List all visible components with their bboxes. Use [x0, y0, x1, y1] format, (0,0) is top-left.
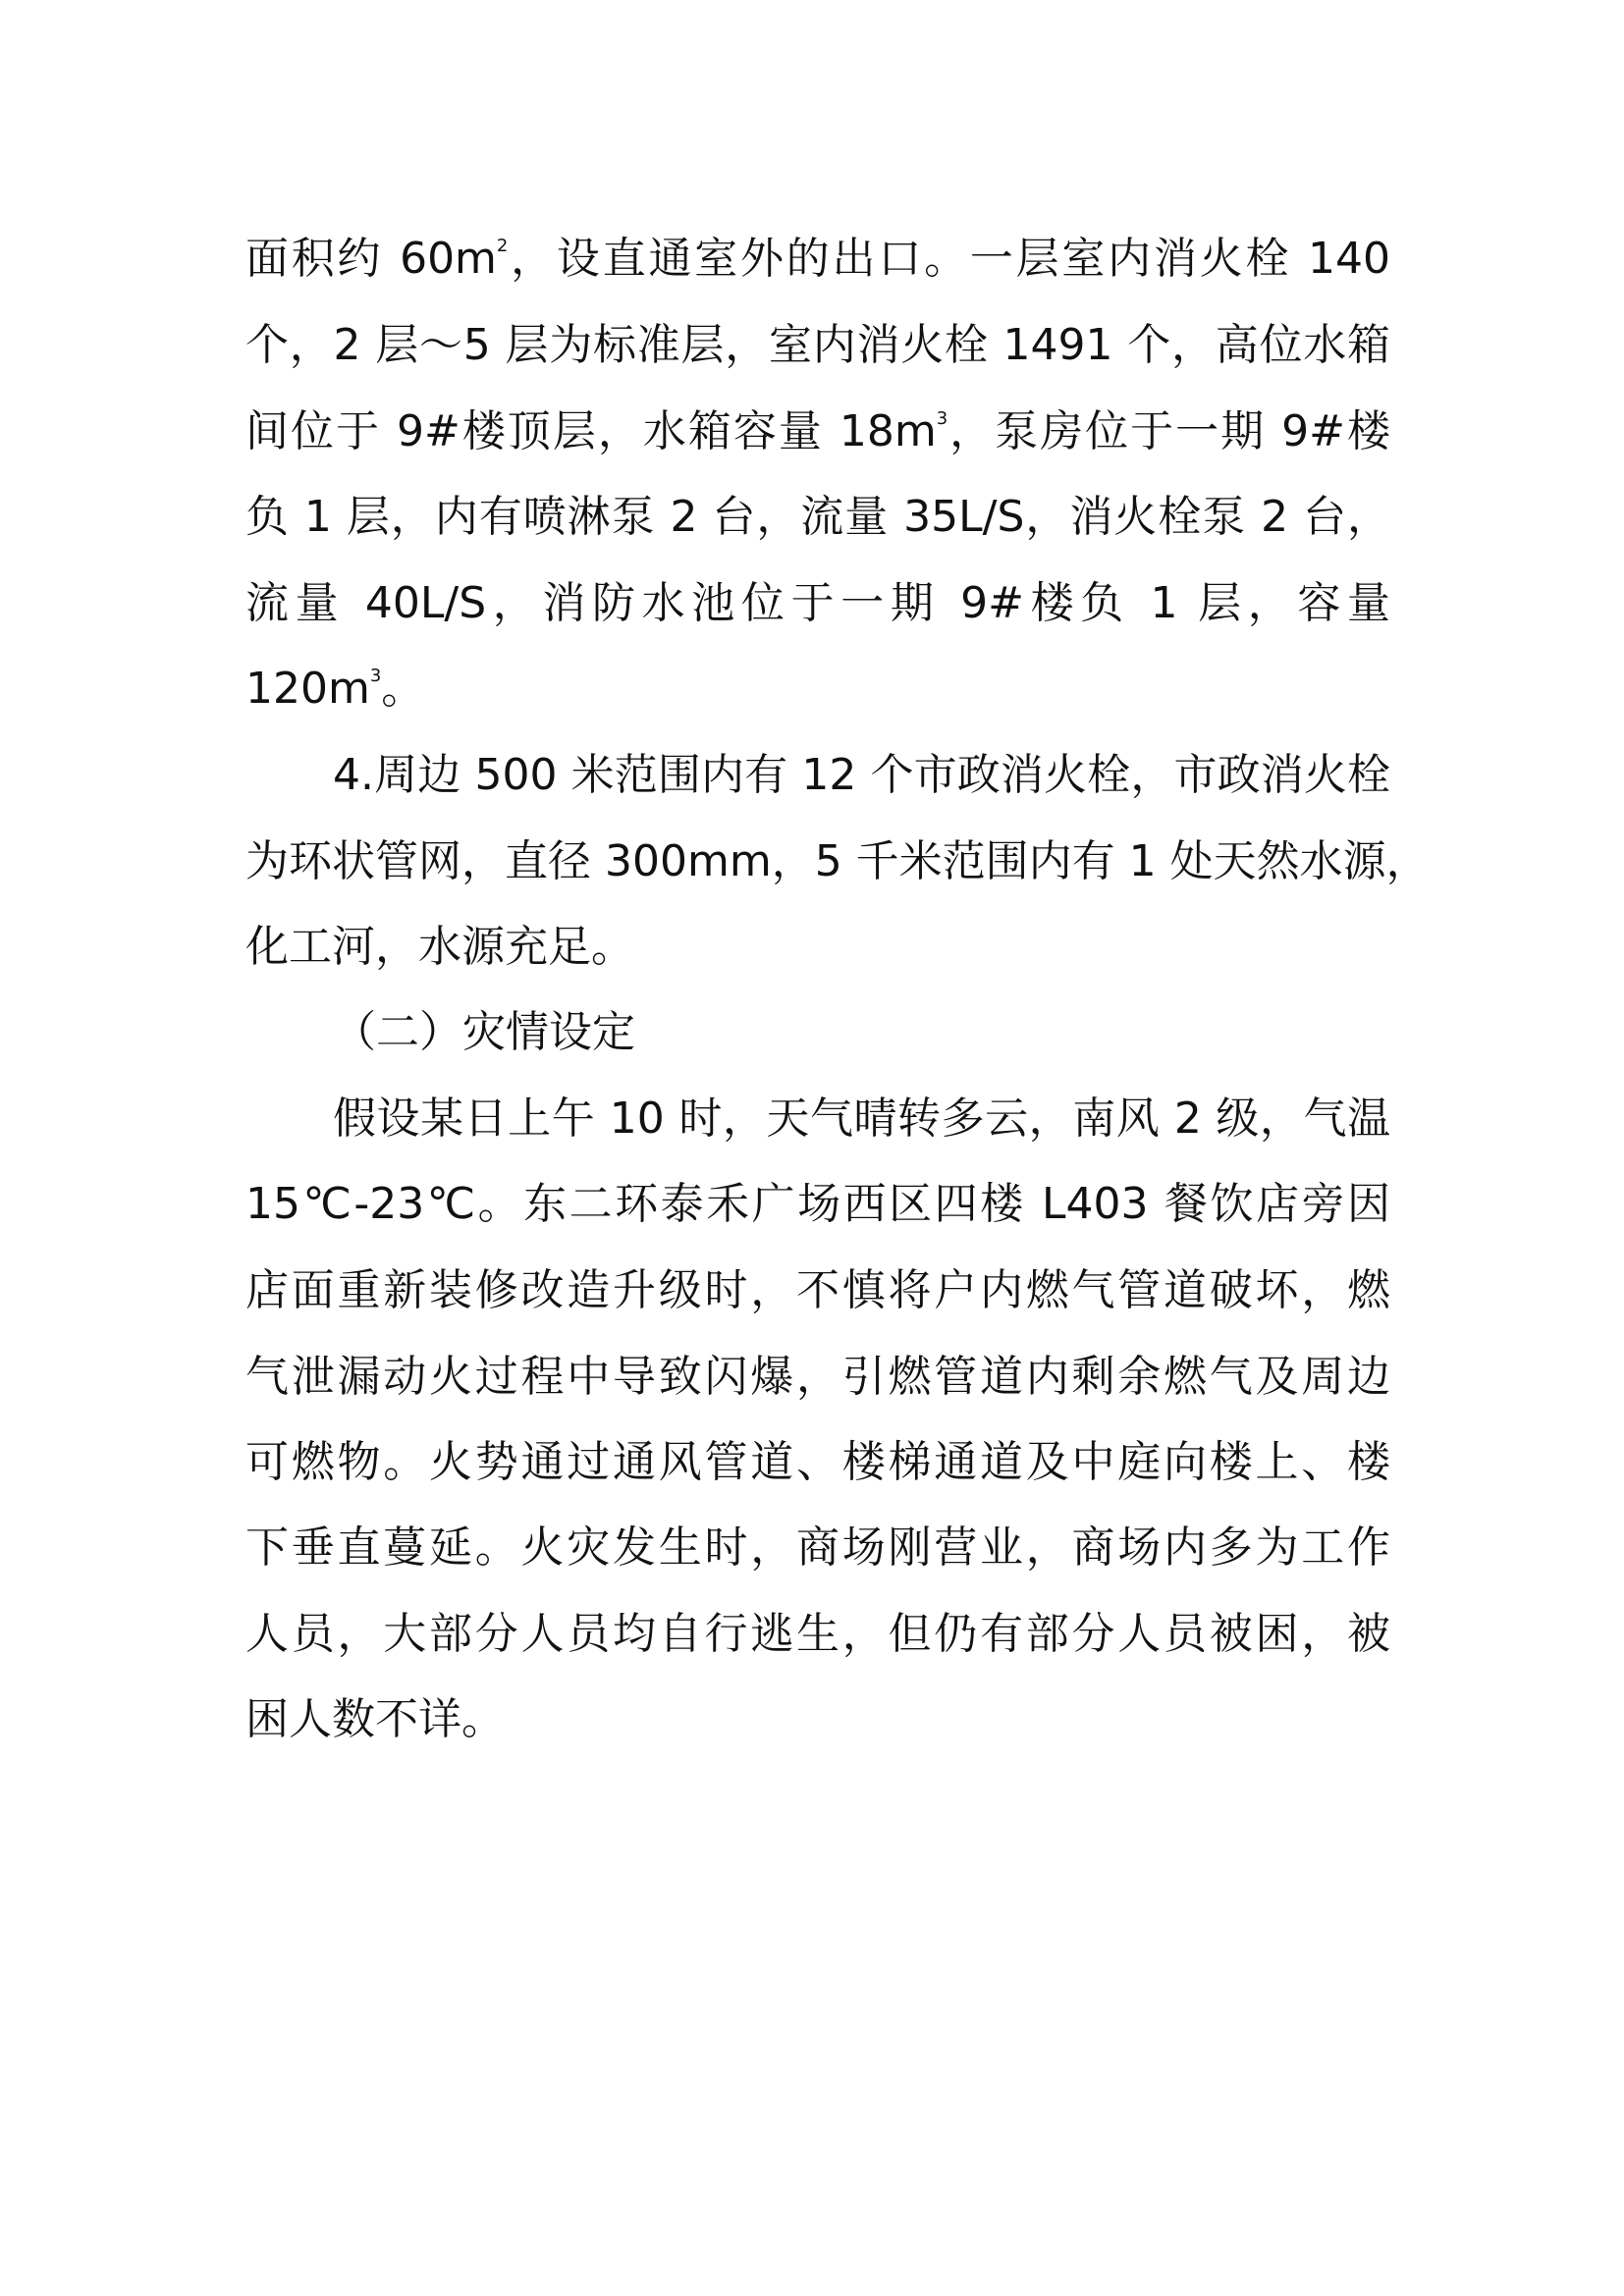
water-line-2: 个，2 层～5 层为标准层，室内消火栓 1491 个，高位水箱 [245, 320, 1390, 370]
water-line-4: 负 1 层，内有喷淋泵 2 台，流量 35L/S，消火栓泵 2 台， [245, 492, 1390, 542]
superscript: 2 [496, 236, 509, 256]
text-segment: 120m [245, 664, 370, 714]
text-segment: 间位于 9#楼顶层，水箱容量 18m [245, 406, 937, 456]
superscript: 3 [369, 666, 382, 686]
water-line-6 [245, 660, 1390, 719]
water-line-5: 流量 40L/S，消防水池位于一期 9#楼负 1 层，容量 [245, 578, 1390, 628]
scenario-line-1: 假设某日上午 10 时，天气晴转多云，南风 2 级，气温 [333, 1094, 1390, 1144]
text-segment: ，泵房位于一期 9#楼 [947, 406, 1390, 456]
scenario-line-2: 15℃-23℃。东二环泰禾广场西区四楼 L403 餐饮店旁因 [245, 1179, 1390, 1229]
scenario-line-4: 气泄漏动火过程中导致闪爆，引燃管道内剩余燃气及周边 [245, 1352, 1390, 1402]
scenario-line-8: 困人数不详。 [245, 1694, 505, 1744]
scenario-line-3: 店面重新装修改造升级时，不慎将户内燃气管道破坏，燃 [245, 1265, 1390, 1315]
scenario-line-7: 人员，大部分人员均自行逃生，但仍有部分人员被困，被 [245, 1609, 1390, 1659]
text-segment: 面积约 60m [245, 234, 497, 284]
water-line-1 [245, 230, 1390, 289]
water-line-3 [245, 402, 1390, 461]
section-heading: （二）灾情设定 [333, 1007, 635, 1057]
hydrants-line-1: 4.周边 500 米范围内有 12 个市政消火栓，市政消火栓 [333, 750, 1390, 800]
hydrants-line-2: 为环状管网，直径 300mm，5 千米范围内有 1 处天然水源， [245, 836, 1430, 886]
text-segment: 。 [381, 664, 425, 714]
scenario-line-6: 下垂直蔓延。火灾发生时，商场刚营业，商场内多为工作 [245, 1522, 1390, 1573]
hydrants-line-3: 化工河，水源充足。 [245, 922, 634, 972]
superscript: 3 [936, 408, 948, 429]
text-segment: ，设直通室外的出口。一层室内消火栓 140 [508, 234, 1390, 284]
scenario-line-5: 可燃物。火势通过通风管道、楼梯通道及中庭向楼上、楼 [245, 1437, 1390, 1487]
